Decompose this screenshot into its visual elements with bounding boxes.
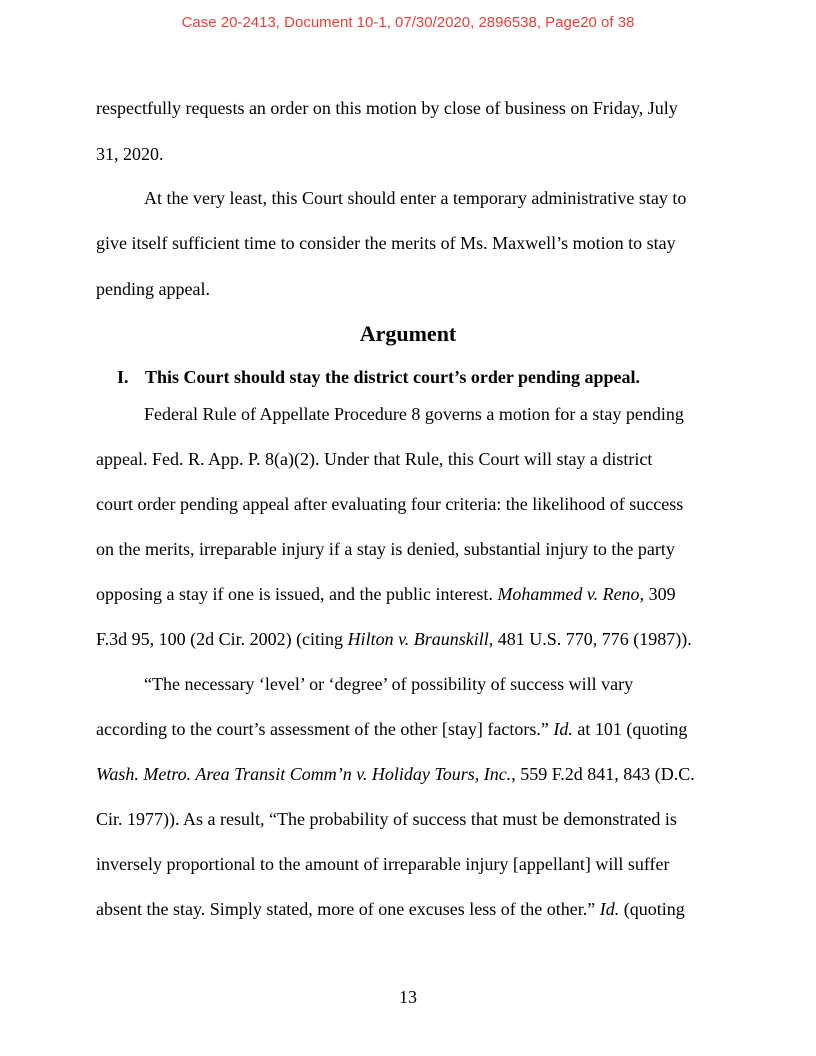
body-line (96, 763, 695, 785)
text-run: , 309 (639, 584, 676, 604)
section-number: I. (117, 367, 129, 387)
text-run: F.3d 95, 100 (2d Cir. 2002) (citing (96, 629, 348, 649)
body-line: on the merits, irreparable injury if a stay is denied, substantial injury to the party (96, 539, 675, 559)
body-line (96, 898, 685, 920)
case-citation: Hilton v. Braunskill (347, 629, 489, 649)
text-run: at 101 (quoting (572, 719, 688, 739)
page-number: 13 (399, 987, 417, 1007)
body-line: inversely proportional to the amount of irreparable injury [appellant] will suffer (96, 854, 670, 874)
body-line: Federal Rule of Appellate Procedure 8 governs a motion for a stay pending (144, 404, 684, 424)
body-line: respectfully requests an order on this motion by close of business on Friday, July (96, 98, 678, 118)
body-line (96, 628, 692, 650)
section-title: This Court should stay the district court’s order pending appeal. (145, 367, 641, 387)
text-run: according to the court’s assessment of the other [stay] factors.” (96, 719, 554, 739)
case-header-stamp: Case 20-2413, Document 10-1, 07/30/2020, 2896538, Page20 of 38 (181, 14, 635, 31)
text-run: absent the stay. Simply stated, more of one excuses less of the other.” (96, 899, 600, 919)
argument-heading: Argument (359, 321, 457, 346)
text-run: opposing a stay if one is issued, and the public interest. (96, 584, 498, 604)
body-line: appeal. Fed. R. App. P. 8(a)(2). Under that Rule, this Court will stay a district (96, 449, 653, 469)
id-citation: Id. (553, 719, 573, 739)
body-line: court order pending appeal after evaluating four criteria: the likelihood of success (96, 494, 684, 514)
text-run: , 559 F.2d 841, 843 (D.C. (511, 764, 695, 784)
id-citation: Id. (599, 899, 620, 919)
text-run: (quoting (619, 899, 685, 919)
case-citation: Mohammed v. Reno (497, 584, 640, 604)
body-line: pending appeal. (96, 279, 210, 299)
body-line (96, 583, 676, 605)
body-line: 31, 2020. (96, 144, 164, 164)
text-run: , 481 U.S. 770, 776 (1987)). (488, 629, 692, 649)
body-line: At the very least, this Court should enter a temporary administrative stay to (144, 188, 687, 208)
section-heading (117, 366, 640, 388)
body-line: Cir. 1977)). As a result, “The probability of success that must be demonstrated is (96, 809, 677, 829)
body-line: give itself sufficient time to consider the merits of Ms. Maxwell’s motion to stay (96, 233, 676, 253)
case-citation: Wash. Metro. Area Transit Comm’n v. Holiday Tours, Inc. (96, 764, 512, 784)
body-line: “The necessary ‘level’ or ‘degree’ of possibility of success will vary (144, 674, 634, 694)
body-line (96, 718, 687, 740)
